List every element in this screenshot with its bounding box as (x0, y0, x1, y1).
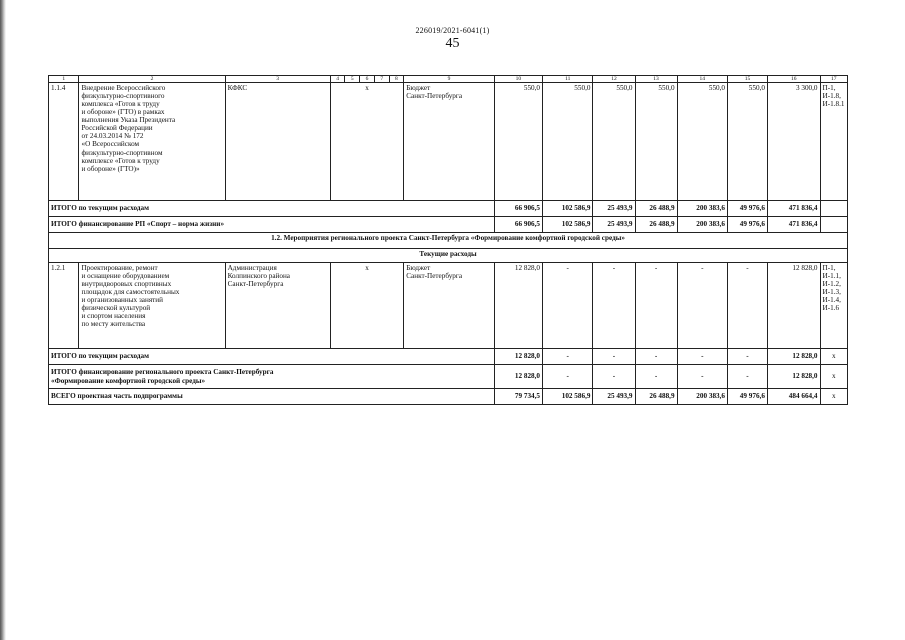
text-line: физической культурой (81, 304, 151, 313)
value-cell: - (635, 349, 677, 365)
value-cell: 550,0 (635, 83, 677, 201)
value-cell: 66 906,5 (494, 201, 542, 217)
text-line: Бюджет (406, 84, 431, 92)
value-cell: 550,0 (728, 83, 768, 201)
text-line: Санкт-Петербурга (227, 280, 284, 289)
value-cell: 25 493,9 (593, 217, 635, 233)
total-row (49, 201, 848, 217)
col-number: 1 (49, 76, 79, 83)
funding-source (404, 263, 494, 349)
value-cell: - (677, 263, 727, 349)
text-line: «О Всероссийском (81, 140, 140, 149)
indicator-cell (820, 201, 847, 217)
value-cell: 12 828,0 (494, 365, 542, 389)
executor: КФКС (225, 83, 330, 201)
value-cell: - (543, 349, 593, 365)
value-cell: - (728, 365, 768, 389)
text-line: физкультурно-спортивном (81, 148, 163, 157)
value-cell: 26 488,9 (635, 389, 677, 405)
measure-name (79, 263, 225, 349)
section-row (49, 233, 848, 249)
value-cell: 3 300,0 (767, 83, 820, 201)
text-line: «Формирование комфортной городской среды» (51, 376, 206, 385)
value-cell: - (635, 365, 677, 389)
indicator-cell (820, 83, 847, 201)
text-line: и оснащение оборудованием (81, 272, 170, 281)
value-cell: - (543, 365, 593, 389)
value-cell: 102 586,9 (543, 217, 593, 233)
value-cell: 12 828,0 (767, 349, 820, 365)
column-number-row (49, 76, 848, 83)
value-cell: 550,0 (494, 83, 542, 201)
text-line: площадок для самостоятельных (81, 288, 180, 297)
subsection-row (49, 249, 848, 263)
value-cell: - (728, 349, 768, 365)
text-line: Проектирование, ремонт (81, 264, 158, 272)
text-line: и организованных занятий (81, 296, 163, 305)
col-number: 5 (345, 76, 360, 83)
value-cell: 200 383,6 (677, 201, 727, 217)
text-line: Санкт-Петербурга (406, 272, 463, 281)
total-label (49, 365, 495, 389)
col-number: 17 (820, 76, 847, 83)
mark-cell: x (330, 83, 404, 201)
col-number: 16 (767, 76, 820, 83)
col-number: 14 (677, 76, 727, 83)
total-label: ИТОГО финансирование РП «Спорт – норма жизни» (49, 217, 495, 233)
executor (225, 263, 330, 349)
value-cell: - (593, 263, 635, 349)
text-line: П-1, (822, 84, 836, 92)
col-number: 13 (635, 76, 677, 83)
col-number: 3 (225, 76, 330, 83)
col-number: 9 (404, 76, 494, 83)
text-line: И-1.8, (822, 92, 841, 101)
col-number: 2 (79, 76, 225, 83)
indicator-cell: x (820, 389, 847, 405)
value-cell: 550,0 (677, 83, 727, 201)
col-number: 7 (374, 76, 389, 83)
text-line: Бюджет (406, 264, 431, 272)
document-id: 226019/2021-6041(1) (415, 26, 490, 35)
text-line: Российской Федерации (81, 124, 153, 133)
value-cell: - (543, 263, 593, 349)
funding-source (404, 83, 494, 201)
text-line: и обороне» (ГТО)» (81, 164, 140, 173)
value-cell: - (593, 349, 635, 365)
value-cell: 200 383,6 (677, 217, 727, 233)
table-row (49, 83, 848, 201)
text-line: ИТОГО финансирование регионального проекта Санкт-Петербурга (51, 368, 274, 377)
value-cell: 26 488,9 (635, 217, 677, 233)
text-line: внутридворовых спортивных (81, 280, 172, 289)
value-cell: - (593, 365, 635, 389)
text-line: и спортом населения (81, 312, 146, 321)
text-line: И-1.4, (822, 296, 841, 305)
text-line: по месту жительства (81, 320, 146, 329)
text-line: И-1.8.1 (822, 100, 845, 109)
value-cell: 49 976,6 (728, 389, 768, 405)
total-row (49, 349, 848, 365)
page-number: 45 (445, 36, 460, 51)
row-number: 1.2.1 (49, 263, 79, 349)
value-cell: 49 976,6 (728, 217, 768, 233)
text-line: Санкт-Петербурга (406, 92, 463, 101)
text-line: И-1.3, (822, 288, 841, 297)
text-line: И-1.6 (822, 304, 840, 313)
value-cell: 25 493,9 (593, 389, 635, 405)
value-cell: 471 836,4 (767, 217, 820, 233)
total-label: ВСЕГО проектная часть подпрограммы (49, 389, 495, 405)
value-cell: 66 906,5 (494, 217, 542, 233)
text-line: Внедрение Всероссийского (81, 84, 166, 92)
col-number: 11 (543, 76, 593, 83)
value-cell: 471 836,4 (767, 201, 820, 217)
text-line: от 24.03.2014 № 172 (81, 132, 144, 141)
mark-cell: x (330, 263, 404, 349)
value-cell: 102 586,9 (543, 389, 593, 405)
measure-name (79, 83, 225, 201)
indicator-cell (820, 263, 847, 349)
value-cell: - (728, 263, 768, 349)
value-cell: 49 976,6 (728, 201, 768, 217)
text-line: И-1.2, (822, 280, 841, 289)
row-number: 1.1.4 (49, 83, 79, 201)
text-line: П-1, (822, 264, 836, 272)
indicator-cell: x (820, 349, 847, 365)
value-cell: 79 734,5 (494, 389, 542, 405)
indicator-cell (820, 217, 847, 233)
subsection-heading: Текущие расходы (49, 249, 848, 263)
value-cell: 550,0 (593, 83, 635, 201)
col-number: 8 (389, 76, 404, 83)
col-number: 6 (360, 76, 375, 83)
indicator-cell: x (820, 365, 847, 389)
value-cell: 12 828,0 (494, 349, 542, 365)
total-row (49, 217, 848, 233)
text-line: физкультурно-спортивного (81, 92, 165, 101)
value-cell: 12 828,0 (767, 365, 820, 389)
value-cell: 12 828,0 (494, 263, 542, 349)
text-line: комплекса «Готов к труду (81, 100, 160, 109)
text-line: выполнения Указа Президента (81, 116, 176, 125)
col-number: 10 (494, 76, 542, 83)
col-number: 4 (330, 76, 345, 83)
total-row (49, 365, 848, 389)
value-cell: 484 664,4 (767, 389, 820, 405)
section-heading: 1.2. Мероприятия регионального проекта Санкт-Петербурга «Формирование комфортной городской среды» (49, 233, 848, 249)
scan-edge (0, 0, 6, 640)
value-cell: 102 586,9 (543, 201, 593, 217)
text-line: И-1.1, (822, 272, 841, 281)
text-line: Колпинского района (227, 272, 290, 281)
total-label: ИТОГО по текущим расходам (49, 349, 495, 365)
budget-table (48, 75, 848, 405)
col-number: 12 (593, 76, 635, 83)
value-cell: - (635, 263, 677, 349)
grand-total-row (49, 389, 848, 405)
total-label: ИТОГО по текущим расходам (49, 201, 495, 217)
col-number: 15 (728, 76, 768, 83)
text-line: Администрация (227, 264, 277, 272)
value-cell: - (677, 349, 727, 365)
value-cell: 200 383,6 (677, 389, 727, 405)
table-row (49, 263, 848, 349)
value-cell: 12 828,0 (767, 263, 820, 349)
text-line: и обороне» (ГТО) в рамках (81, 108, 165, 117)
value-cell: - (677, 365, 727, 389)
value-cell: 26 488,9 (635, 201, 677, 217)
value-cell: 25 493,9 (593, 201, 635, 217)
value-cell: 550,0 (543, 83, 593, 201)
text-line: комплексе «Готов к труду (81, 156, 160, 165)
